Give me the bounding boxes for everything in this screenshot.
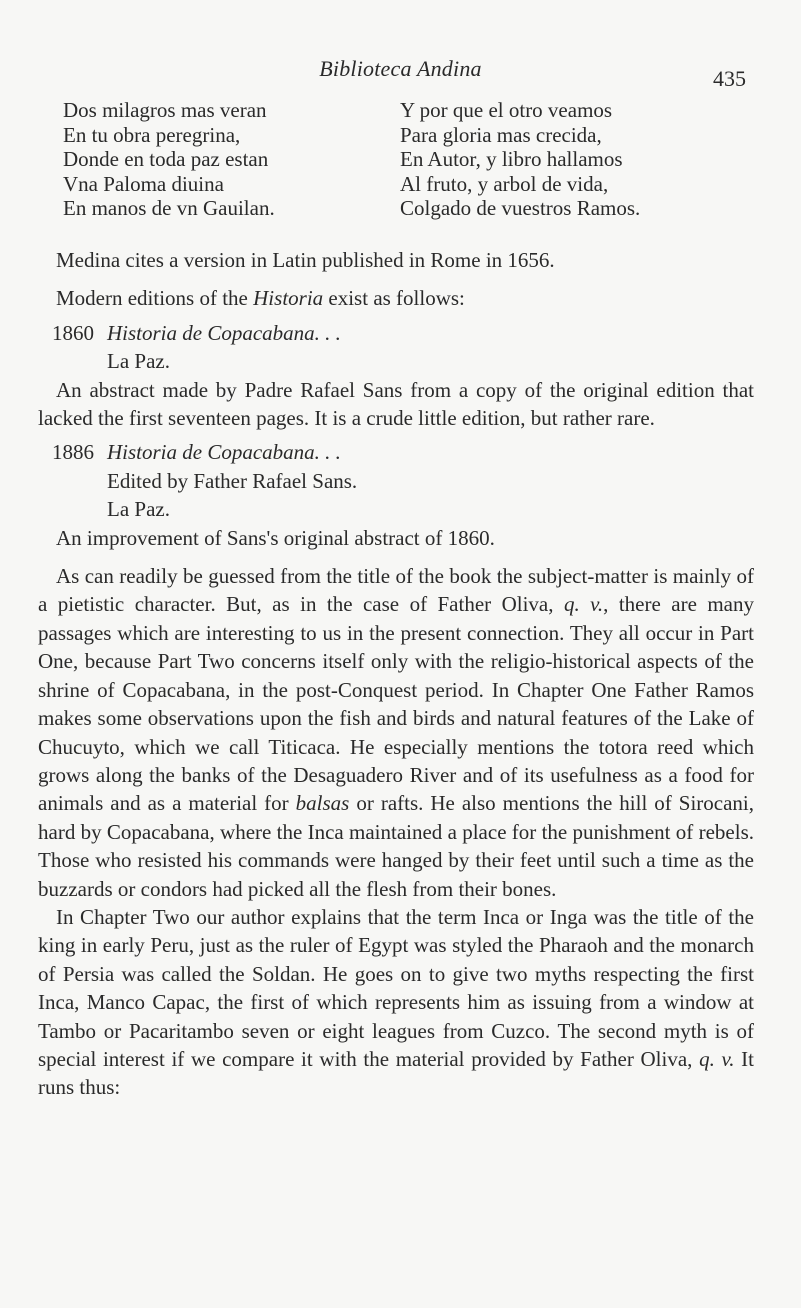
edition-place: La Paz. [107, 497, 170, 522]
verse-line: En Autor, y libro hallamos [400, 147, 623, 171]
italic-title: Historia [253, 286, 324, 311]
running-title: Biblioteca Andina [319, 56, 482, 81]
italic-reference: q. v. [563, 592, 604, 617]
verse-line: Y por que el otro veamos [400, 98, 613, 122]
text-span: Modern editions of the [56, 286, 254, 311]
edition-year: 1886 [52, 440, 94, 465]
paragraph-abstract: An abstract made by Padre Rafael Sans from a copy of the original edition that lacked the first seventeen pages. It is a crude little edition, but rather rare. [38, 377, 754, 431]
edition-title: Historia de Copacabana. . . [107, 320, 341, 345]
verse-line: Dos milagros mas veran [63, 98, 267, 122]
paragraph-chapter-two [38, 903, 754, 1102]
edition-year: 1860 [52, 320, 94, 345]
text-span: , there are many passages which are interesting to us in the present connection. They all occur in Part One, because Part Two concerns itself only with the religio-historical aspects of the shrine of Copacabana, in the post-Conquest period. In Chapter One Father Ramos makes some observations upon the fish and birds and natural features of the Lake of Chucuyto, which we call Titicaca. He especially mentions the totora reed which grows along the banks of the Desaguadero River and of its usefulness as a food for animals and as a material for [38, 592, 754, 816]
paragraph-subject-matter [38, 562, 754, 903]
verse-left-column [63, 98, 275, 221]
verse-right-column [400, 98, 640, 221]
text-span: As can readily be guessed from the title of the book the subject-matter is mainly of a pietistic character. But, as in the case of Father Oliva, [38, 564, 754, 617]
italic-term: balsas [295, 791, 350, 816]
body-text [38, 246, 754, 1102]
verse-line: En manos de vn Gauilan. [63, 196, 275, 220]
paragraph-medina: Medina cites a version in Latin published in Rome in 1656. [56, 248, 555, 272]
edition-title: Historia de Copacabana. . . [107, 440, 341, 465]
verse-line: Al fruto, y arbol de vida, [400, 171, 609, 196]
verse-line: Colgado de vuestros Ramos. [400, 196, 641, 220]
edition-entry-1886 [38, 438, 754, 523]
text-span: It runs thus: [38, 1046, 755, 1100]
page-number: 435 [713, 66, 746, 91]
text-span: exist as follows: [323, 286, 465, 311]
text-span: In Chapter Two our author explains that the term Inca or Inga was the title of the king in early Peru, just as the ruler of Egypt was styled the Pharaoh and the monarch of Persia was called the Soldan. He goes on to give two myths respecting the first Inca, Manco Capac, the first of which represents him as issuing from a window at Tambo or Pacaritambo seven or eight leagues from Cuzco. The second myth is of special interest if we compare it with the material provided by Father Oliva, [38, 904, 754, 1071]
paragraph-modern-editions [38, 284, 754, 312]
edition-place: La Paz. [107, 349, 170, 374]
edition-entry-1860 [38, 319, 754, 376]
verse-line: Vna Paloma diuina [63, 171, 224, 196]
edition-editor: Edited by Father Rafael Sans. [107, 468, 358, 493]
text-span: or rafts. He also mentions the hill of Sirocani, hard by Copacabana, where the Inca maintained a place for the punishment of rebels. Those who resisted his commands were hanged by their feet until such a time as the buzzards or condors had picked all the flesh from their bones. [38, 791, 754, 901]
italic-reference: q. v. [699, 1046, 735, 1071]
paragraph-improvement: An improvement of Sans's original abstract of 1860. [56, 525, 495, 550]
verse-line: Donde en toda paz estan [63, 147, 269, 171]
verse-line: En tu obra peregrina, [63, 122, 241, 147]
verse-line: Para gloria mas crecida, [400, 122, 602, 147]
